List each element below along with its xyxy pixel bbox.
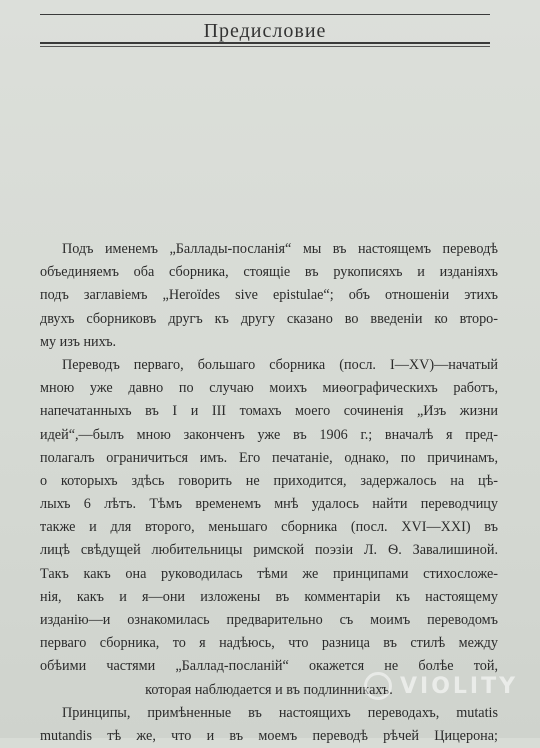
text-line: Такъ какъ она руководилась тѣми же принципами стихосложе- (40, 565, 498, 582)
text-line: о которыхъ здѣсь говорить не приходится, задержалось на цѣ- (40, 472, 498, 489)
text-line: Подъ именемъ „Баллады-посланія“ мы въ настоящемъ переводѣ (62, 241, 498, 257)
watermark: VIOLITY (400, 674, 519, 699)
text-line: полагалъ ограничиться имъ. Его печатаніе, однако, по причинамъ, (40, 449, 498, 466)
text-line: перваго сборника, то я надѣюсь, что разница въ стилѣ между (40, 635, 498, 652)
text-line: изданію—и ознакомилась предварительно съ моимъ переводомъ (40, 612, 498, 628)
header-bottom-rule (40, 42, 490, 44)
text-line: лицѣ свѣдущей любительницы римской поэзіи Л. Ѳ. Завалишиной. (40, 542, 498, 559)
text-line: mutandis тѣ же, что и въ моемъ переводѣ рѣчей Цицерона; (40, 727, 498, 744)
text-line: напечатанныхъ въ I и III томахъ моего сочиненія „Изъ жизни (40, 403, 498, 420)
text-line: также и для второго, меньшаго сборника (посл. XVI—XXI) въ (40, 519, 498, 536)
header-box (40, 18, 490, 42)
text-line: лыхъ 6 лѣтъ. Тѣмъ временемъ мнѣ удалось найти переводчицу (40, 496, 498, 513)
text-line: Принципы, примѣненные въ настоящихъ переводахъ, mutatis (62, 704, 498, 721)
text-line: нія, какъ и я—они изложены въ комментаріи къ настоящему (40, 588, 498, 605)
text-line: Переводъ перваго, большаго сборника (посл. I—XV)—начатый (62, 356, 498, 373)
text-line: объединяемъ оба сборника, стоящіе въ рукописяхъ и изданіяхъ (40, 264, 498, 281)
body-text (40, 238, 498, 748)
header-bottom-thin-rule (40, 46, 490, 47)
text-line: подъ заглавіемъ „Heroïdes sive epistulae“; объ отношеніи этихъ (40, 287, 498, 304)
text-line: двухъ сборниковъ другъ къ другу сказано во введеніи ко второ- (40, 310, 498, 327)
page-title: Предисловие (203, 20, 327, 42)
text-line: му изъ нихъ. (40, 333, 117, 350)
header-top-rule (40, 14, 490, 15)
text-line: мною уже давно по случаю моихъ миѳографическихъ работъ, (40, 380, 498, 397)
text-line: обѣими частями „Баллад-посланій“ окажется не болѣе той, (40, 658, 498, 675)
text-line: которая наблюдается и въ подлинникахъ. (145, 681, 393, 698)
text-line: идей“,—былъ мною законченъ уже въ 1906 г.; вначалѣ я пред- (40, 426, 498, 443)
watermark-logo-icon (364, 672, 392, 700)
